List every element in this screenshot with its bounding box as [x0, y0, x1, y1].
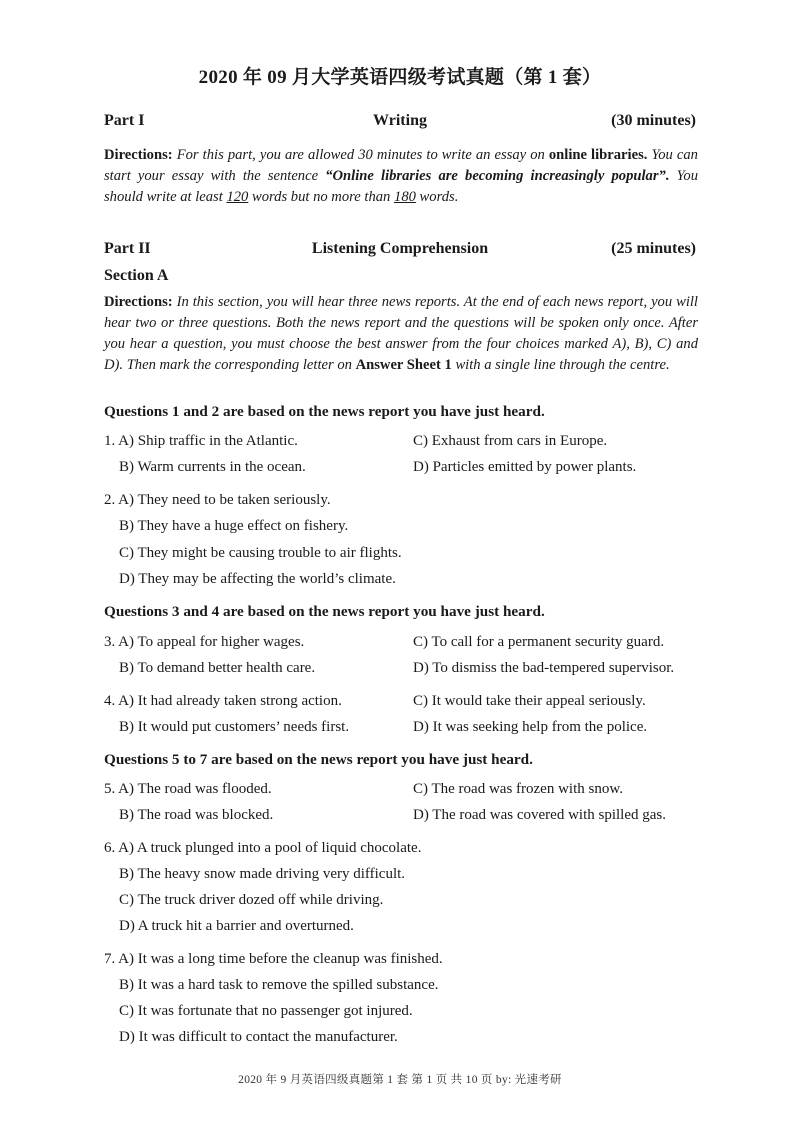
- q7-option-c: C) It was fortunate that no passenger got injured.: [119, 1003, 413, 1019]
- q7-option-b: B) It was a hard task to remove the spilled substance.: [119, 977, 439, 993]
- question-group-heading: Questions 3 and 4 are based on the news report you have just heard.: [104, 603, 545, 620]
- q5-option-c: C) The road was frozen with snow.: [413, 781, 623, 797]
- part1-directions: [104, 145, 698, 208]
- q4-option-d: D) It was seeking help from the police.: [413, 719, 648, 735]
- q5-option-d: D) The road was covered with spilled gas.: [413, 807, 666, 823]
- directions-text: You should write at least: [104, 168, 698, 205]
- q3-option-a: 3. A) To appeal for higher wages.: [104, 634, 305, 650]
- part2-directions: [104, 292, 698, 376]
- directions-text: You can start your essay with the sentence: [104, 147, 698, 184]
- q6-option-c: C) The truck driver dozed off while driving.: [119, 892, 384, 908]
- part2-header: [104, 240, 696, 262]
- q3-option-b: B) To demand better health care.: [119, 660, 316, 676]
- section-a-heading: Section A: [104, 267, 169, 284]
- answer-sheet-ref: Answer Sheet 1: [355, 357, 452, 373]
- q5-option-b: B) The road was blocked.: [119, 807, 274, 823]
- part1-label: Part I: [104, 112, 145, 129]
- part2-label: Part II: [104, 240, 151, 257]
- q2-option-c: C) They might be causing trouble to air flights.: [119, 545, 402, 561]
- part1-time: (30 minutes): [611, 112, 696, 129]
- essay-opening-sentence: “Online libraries are becoming increasingly popular”.: [325, 168, 670, 184]
- directions-text: words.: [415, 189, 459, 205]
- directions-label: Directions:: [104, 294, 173, 310]
- question-group-heading: Questions 1 and 2 are based on the news report you have just heard.: [104, 403, 545, 420]
- directions-text: with a single line through the centre.: [451, 357, 670, 373]
- q7-option-d: D) It was difficult to contact the manufacturer.: [119, 1029, 398, 1045]
- essay-topic: online libraries.: [548, 147, 648, 163]
- page-title: 2020 年 09 月大学英语四级考试真题（第 1 套）: [198, 67, 602, 88]
- question-group-heading: Questions 5 to 7 are based on the news report you have just heard.: [104, 751, 533, 768]
- q2-option-d: D) They may be affecting the world’s climate.: [119, 571, 396, 587]
- q3-option-d: D) To dismiss the bad-tempered supervisor.: [413, 660, 675, 676]
- part1-header: [104, 112, 696, 134]
- q1-option-a: 1. A) Ship traffic in the Atlantic.: [104, 433, 298, 449]
- q6-option-d: D) A truck hit a barrier and overturned.: [119, 918, 354, 934]
- q4-option-c: C) It would take their appeal seriously.: [413, 693, 646, 709]
- directions-text: words but no more than: [248, 189, 395, 205]
- q6-option-b: B) The heavy snow made driving very difficult.: [119, 866, 406, 882]
- q6-option-a: 6. A) A truck plunged into a pool of liquid chocolate.: [104, 840, 422, 856]
- directions-label: Directions:: [104, 147, 173, 163]
- q7-option-a: 7. A) It was a long time before the cleanup was finished.: [104, 951, 443, 967]
- part2-time: (25 minutes): [611, 240, 696, 257]
- q1-option-c: C) Exhaust from cars in Europe.: [413, 433, 608, 449]
- q2-option-b: B) They have a huge effect on fishery.: [119, 518, 349, 534]
- q4-option-a: 4. A) It had already taken strong action.: [104, 693, 342, 709]
- q4-option-b: B) It would put customers’ needs first.: [119, 719, 350, 735]
- q1-option-b: B) Warm currents in the ocean.: [119, 459, 306, 475]
- q2-option-a: 2. A) They need to be taken seriously.: [104, 492, 331, 508]
- max-words: 180: [394, 189, 416, 205]
- q3-option-c: C) To call for a permanent security guard.: [413, 634, 665, 650]
- page-footer: 2020 年 9 月英语四级真题第 1 套 第 1 页 共 10 页 by: 光速考研: [238, 1074, 562, 1086]
- part1-name: Writing: [373, 112, 427, 129]
- directions-text: For this part, you are allowed 30 minutes to write an essay on: [172, 147, 549, 163]
- directions-text: In this section, you will hear three news reports. At the end of each news report, you will hear two or three questions. Both the news report and the questions will be spoken only once. After you hear a question, you must choose the best answer from the four choices marked A), B), C) and D). Then mark the corresponding letter on: [104, 294, 698, 373]
- q5-option-a: 5. A) The road was flooded.: [104, 781, 272, 797]
- min-words: 120: [226, 189, 249, 205]
- q1-option-d: D) Particles emitted by power plants.: [413, 459, 637, 475]
- part2-name: Listening Comprehension: [311, 240, 489, 257]
